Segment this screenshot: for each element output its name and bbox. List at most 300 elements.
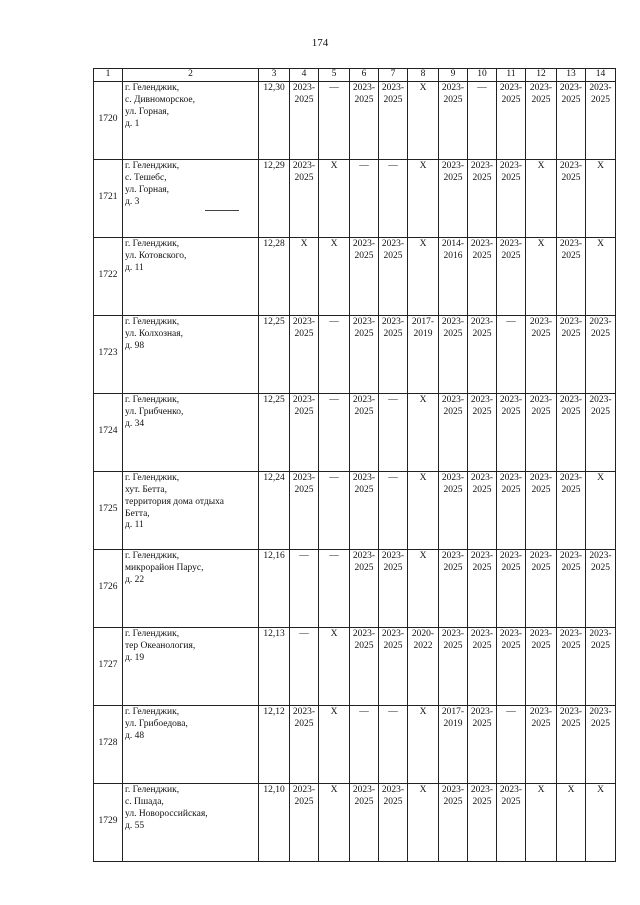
period-cell [557, 549, 586, 627]
cell-line: 2025 [294, 406, 314, 417]
period-cell [468, 315, 497, 393]
period-cell [586, 393, 616, 471]
cell-line: 2023- [529, 628, 553, 639]
area-cell: 12,10 [259, 783, 290, 861]
period-cell [468, 471, 497, 549]
period-cell [497, 705, 526, 783]
period-cell [408, 393, 439, 471]
cell-line: X [330, 706, 338, 717]
cell-line: — [477, 82, 487, 93]
cell-line: 2025 [531, 94, 551, 105]
period-cell [526, 705, 557, 783]
period-cell [497, 549, 526, 627]
cell-line: 2023- [499, 472, 523, 483]
cell-line: 2023- [441, 784, 465, 795]
period-cell [586, 549, 616, 627]
cell-line: — [299, 550, 309, 561]
cell-line: 2025 [501, 484, 521, 495]
cell-line: д. 55 [125, 820, 145, 831]
period-cell [290, 627, 319, 705]
cell-line: X [300, 238, 308, 249]
period-cell [379, 705, 408, 783]
cell-line: — [329, 472, 339, 483]
cell-line: 2025 [443, 484, 463, 495]
cell-line: д. 11 [125, 520, 144, 531]
period-cell [319, 783, 350, 861]
period-cell [379, 237, 408, 315]
period-cell [586, 237, 616, 315]
cell-line: 2025 [443, 94, 463, 105]
address-cell [123, 237, 259, 315]
header-cell: 13 [557, 69, 586, 82]
cell-line: 2023- [499, 628, 523, 639]
cell-line: 2025 [472, 640, 492, 651]
period-cell [586, 159, 616, 237]
area-cell: 12,13 [259, 627, 290, 705]
cell-line: X [330, 238, 338, 249]
cell-line: д. 98 [125, 340, 145, 351]
row-number: 1726 [94, 549, 123, 627]
period-cell [557, 393, 586, 471]
cell-line: X [419, 706, 427, 717]
cell-line: ул. Грибченко, [125, 406, 184, 417]
cell-line: 2023- [441, 316, 465, 327]
cell-line: — [329, 550, 339, 561]
period-cell [319, 159, 350, 237]
cell-line: 2025 [443, 406, 463, 417]
row-number: 1729 [94, 783, 123, 861]
cell-line: 2025 [561, 250, 581, 261]
period-cell [526, 315, 557, 393]
cell-line: ул. Горная, [125, 184, 170, 195]
cell-line: Бетта, [125, 508, 150, 519]
cell-line: 2023- [589, 316, 612, 327]
cell-line: 2023- [470, 394, 494, 405]
cell-line: 2023- [292, 160, 316, 171]
cell-line: 2023- [470, 160, 494, 171]
cell-line: — [506, 316, 516, 327]
cell-line: 2023- [529, 550, 553, 561]
row-number: 1722 [94, 237, 123, 315]
cell-line: 2025 [561, 172, 581, 183]
period-cell [557, 627, 586, 705]
cell-line: 2025 [561, 484, 581, 495]
cell-line: X [419, 784, 427, 795]
cell-line: 2025 [443, 328, 463, 339]
row-number: 1727 [94, 627, 123, 705]
cell-line: г. Геленджик, [125, 550, 180, 561]
period-cell [439, 783, 468, 861]
header-cell: 7 [379, 69, 408, 82]
cell-line: 2020- [411, 628, 435, 639]
period-cell [497, 471, 526, 549]
cell-line: 2023- [381, 82, 405, 93]
header-cell: 12 [526, 69, 557, 82]
period-cell [468, 159, 497, 237]
header-cell: 10 [468, 69, 497, 82]
row-number: 1724 [94, 393, 123, 471]
period-cell [350, 705, 379, 783]
table-row [94, 159, 616, 237]
cell-line: г. Геленджик, [125, 628, 180, 639]
period-cell [497, 393, 526, 471]
row-number: 1725 [94, 471, 123, 549]
cell-line: ул. Котовского, [125, 250, 187, 261]
cell-line: д. 1 [125, 118, 140, 129]
address-cell [123, 627, 259, 705]
period-cell [586, 81, 616, 159]
cell-line: 2025 [561, 640, 581, 651]
row-number: 1721 [94, 159, 123, 237]
period-cell [408, 549, 439, 627]
cell-line: — [359, 706, 369, 717]
cell-line: г. Геленджик, [125, 238, 180, 249]
cell-line: — [506, 706, 516, 717]
area-cell: 12,30 [259, 81, 290, 159]
cell-line: 2023- [352, 316, 376, 327]
cell-line: 2025 [354, 796, 374, 807]
period-cell [290, 705, 319, 783]
period-cell [497, 159, 526, 237]
cell-line: 2023- [441, 550, 465, 561]
table-row [94, 315, 616, 393]
cell-line: 2023- [470, 706, 494, 717]
cell-line: г. Геленджик, [125, 784, 180, 795]
period-cell [350, 471, 379, 549]
cell-line: 2023- [559, 628, 583, 639]
cell-line: 2023- [381, 628, 405, 639]
cell-line: 2025 [591, 94, 610, 105]
cell-line: X [330, 784, 338, 795]
cell-line: 2023- [589, 706, 612, 717]
cell-line: ул. Горная, [125, 106, 170, 117]
period-cell [468, 549, 497, 627]
cell-line: 2023- [381, 238, 405, 249]
cell-line: 2025 [561, 94, 581, 105]
cell-line: 2025 [472, 406, 492, 417]
table-row [94, 783, 616, 861]
period-cell [439, 705, 468, 783]
header-row [94, 69, 616, 82]
cell-line: микрорайон Парус, [125, 562, 204, 573]
cell-line: 2025 [354, 562, 374, 573]
cell-line: 2025 [531, 718, 551, 729]
period-cell [379, 81, 408, 159]
period-cell [290, 81, 319, 159]
cell-line: — [388, 706, 398, 717]
cell-line: X [537, 160, 545, 171]
row-number: 1728 [94, 705, 123, 783]
cell-line: 2014- [441, 238, 465, 249]
period-cell [468, 81, 497, 159]
period-cell [350, 627, 379, 705]
cell-line: 2023- [559, 550, 583, 561]
cell-line: 2025 [383, 562, 403, 573]
table-row [94, 393, 616, 471]
header-cell: 2 [123, 69, 259, 82]
period-cell [290, 393, 319, 471]
period-cell [319, 549, 350, 627]
period-cell [586, 627, 616, 705]
cell-line: — [388, 394, 398, 405]
cell-line: 2023- [441, 472, 465, 483]
cell-line: 2025 [354, 406, 374, 417]
period-cell [439, 393, 468, 471]
period-cell [439, 237, 468, 315]
period-cell [439, 627, 468, 705]
cell-line: 2025 [531, 640, 551, 651]
cell-line: — [329, 394, 339, 405]
period-cell [290, 783, 319, 861]
cell-line: — [359, 160, 369, 171]
cell-line: X [537, 238, 545, 249]
cell-line: 2025 [472, 562, 492, 573]
period-cell [497, 237, 526, 315]
period-cell [557, 237, 586, 315]
period-cell [586, 705, 616, 783]
cell-line: 2023- [529, 394, 553, 405]
cell-line: 2023- [352, 82, 376, 93]
cell-line: 2023- [499, 550, 523, 561]
cell-line: X [330, 160, 338, 171]
cell-line: X [419, 160, 427, 171]
period-cell [379, 783, 408, 861]
cell-line: 2023- [352, 394, 376, 405]
cell-line: 2023- [441, 628, 465, 639]
cell-line: — [329, 82, 339, 93]
cell-line: 2023- [441, 82, 465, 93]
cell-line: д. 34 [125, 418, 145, 429]
period-cell [468, 783, 497, 861]
cell-line: 2025 [354, 484, 374, 495]
table-row [94, 471, 616, 549]
cell-line: 2023- [529, 82, 553, 93]
period-cell [350, 81, 379, 159]
cell-line: ул. Новороссийская, [125, 808, 208, 819]
cell-line: 2025 [561, 406, 581, 417]
cell-line: 2023- [381, 550, 405, 561]
cell-line: 2025 [354, 250, 374, 261]
period-cell [379, 471, 408, 549]
cell-line: 2025 [531, 406, 551, 417]
cell-line: 2023- [559, 394, 583, 405]
period-cell [586, 471, 616, 549]
period-cell [468, 705, 497, 783]
row-number: 1720 [94, 81, 123, 159]
period-cell [319, 315, 350, 393]
period-cell [439, 471, 468, 549]
address-cell [123, 159, 259, 237]
period-cell [290, 471, 319, 549]
cell-line: 2025 [294, 94, 314, 105]
cell-line: 2023- [352, 784, 376, 795]
period-cell [557, 159, 586, 237]
header-cell: 8 [408, 69, 439, 82]
cell-line: 2025 [383, 796, 403, 807]
period-cell [557, 315, 586, 393]
period-cell [526, 471, 557, 549]
cell-line: 2023- [559, 238, 583, 249]
period-cell [439, 159, 468, 237]
handwritten-line-mark [205, 210, 239, 211]
cell-line: X [567, 784, 575, 795]
cell-line: 2022 [413, 640, 433, 651]
period-cell [350, 159, 379, 237]
cell-line: 2023- [292, 394, 316, 405]
cell-line: 2023- [441, 160, 465, 171]
area-cell: 12,28 [259, 237, 290, 315]
period-cell [468, 393, 497, 471]
address-cell [123, 81, 259, 159]
period-cell [497, 315, 526, 393]
cell-line: д. 19 [125, 652, 145, 663]
cell-line: 2016 [443, 250, 463, 261]
cell-line: д. 48 [125, 730, 145, 741]
period-cell [408, 315, 439, 393]
period-cell [468, 237, 497, 315]
cell-line: 2023- [352, 238, 376, 249]
period-cell [290, 237, 319, 315]
cell-line: территория дома отдыха [125, 496, 224, 507]
cell-line: X [419, 550, 427, 561]
cell-line: г. Геленджик, [125, 706, 180, 717]
cell-line: 2025 [443, 640, 463, 651]
cell-line: г. Геленджик, [125, 394, 180, 405]
cell-line: с. Тешебс, [125, 172, 167, 183]
cell-line: 2023- [292, 472, 316, 483]
area-cell: 12,16 [259, 549, 290, 627]
cell-line: 2025 [354, 94, 374, 105]
period-cell [557, 471, 586, 549]
cell-line: 2023- [589, 628, 612, 639]
period-cell [350, 549, 379, 627]
cell-line: 2025 [294, 484, 314, 495]
address-cell [123, 393, 259, 471]
cell-line: X [419, 472, 427, 483]
cell-line: 2025 [472, 718, 492, 729]
cell-line: 2023- [470, 628, 494, 639]
cell-line: 2023- [352, 550, 376, 561]
period-cell [408, 627, 439, 705]
cell-line: 2017- [411, 316, 435, 327]
cell-line: — [388, 160, 398, 171]
cell-line: 2023- [292, 706, 316, 717]
cell-line: 2023- [559, 160, 583, 171]
cell-line: 2025 [591, 640, 610, 651]
period-cell [408, 705, 439, 783]
cell-line: X [419, 82, 427, 93]
cell-line: 2023- [559, 706, 583, 717]
cell-line: 2025 [501, 172, 521, 183]
cell-line: 2023- [381, 316, 405, 327]
cell-line: 2023- [499, 394, 523, 405]
cell-line: 2025 [354, 328, 374, 339]
cell-line: 2025 [531, 328, 551, 339]
cell-line: 2023- [529, 472, 553, 483]
period-cell [350, 783, 379, 861]
period-cell [497, 627, 526, 705]
cell-line: 2025 [591, 718, 610, 729]
cell-line: — [299, 628, 309, 639]
cell-line: 2025 [531, 484, 551, 495]
cell-line: 2025 [501, 562, 521, 573]
cell-line: с. Дивноморское, [125, 94, 195, 105]
period-cell [557, 705, 586, 783]
cell-line: 2023- [352, 628, 376, 639]
cell-line: г. Геленджик, [125, 82, 180, 93]
period-cell [379, 549, 408, 627]
period-cell [290, 315, 319, 393]
cell-line: 2023- [529, 706, 553, 717]
cell-line: д. 22 [125, 574, 145, 585]
cell-line: 2023- [470, 784, 494, 795]
period-cell [439, 549, 468, 627]
period-cell [290, 159, 319, 237]
period-cell [586, 315, 616, 393]
cell-line: 2023- [589, 394, 612, 405]
table-row [94, 705, 616, 783]
period-cell [408, 159, 439, 237]
area-cell: 12,25 [259, 315, 290, 393]
cell-line: X [419, 394, 427, 405]
cell-line: 2023- [470, 550, 494, 561]
cell-line: 2025 [294, 796, 314, 807]
period-cell [526, 81, 557, 159]
table-row [94, 81, 616, 159]
cell-line: г. Геленджик, [125, 472, 180, 483]
period-cell [526, 159, 557, 237]
cell-line: X [330, 628, 338, 639]
cell-line: X [419, 238, 427, 249]
period-cell [350, 315, 379, 393]
cell-line: 2025 [443, 172, 463, 183]
period-cell [319, 237, 350, 315]
cell-line: 2023- [292, 784, 316, 795]
header-cell: 3 [259, 69, 290, 82]
cell-line: 2025 [591, 328, 610, 339]
cell-line: с. Пшада, [125, 796, 164, 807]
period-cell [350, 237, 379, 315]
cell-line: X [597, 160, 604, 171]
period-cell [439, 81, 468, 159]
period-cell [439, 315, 468, 393]
cell-line: ул. Грибоедова, [125, 718, 188, 729]
period-cell [557, 81, 586, 159]
cell-line: 2023- [589, 82, 612, 93]
cell-line: 2023- [559, 472, 583, 483]
period-cell [586, 783, 616, 861]
area-cell: 12,29 [259, 159, 290, 237]
cell-line: 2023- [529, 316, 553, 327]
register-table [93, 68, 616, 862]
cell-line: 2017- [441, 706, 465, 717]
cell-line: 2023- [292, 316, 316, 327]
period-cell [408, 81, 439, 159]
cell-line: 2023- [499, 784, 523, 795]
period-cell [379, 627, 408, 705]
cell-line: 2025 [501, 406, 521, 417]
table-body [94, 69, 616, 862]
period-cell [526, 627, 557, 705]
period-cell [526, 549, 557, 627]
cell-line: X [597, 784, 604, 795]
period-cell [319, 471, 350, 549]
cell-line: 2023- [499, 160, 523, 171]
table-row [94, 237, 616, 315]
cell-line: 2025 [561, 718, 581, 729]
period-cell [379, 315, 408, 393]
period-cell [497, 783, 526, 861]
